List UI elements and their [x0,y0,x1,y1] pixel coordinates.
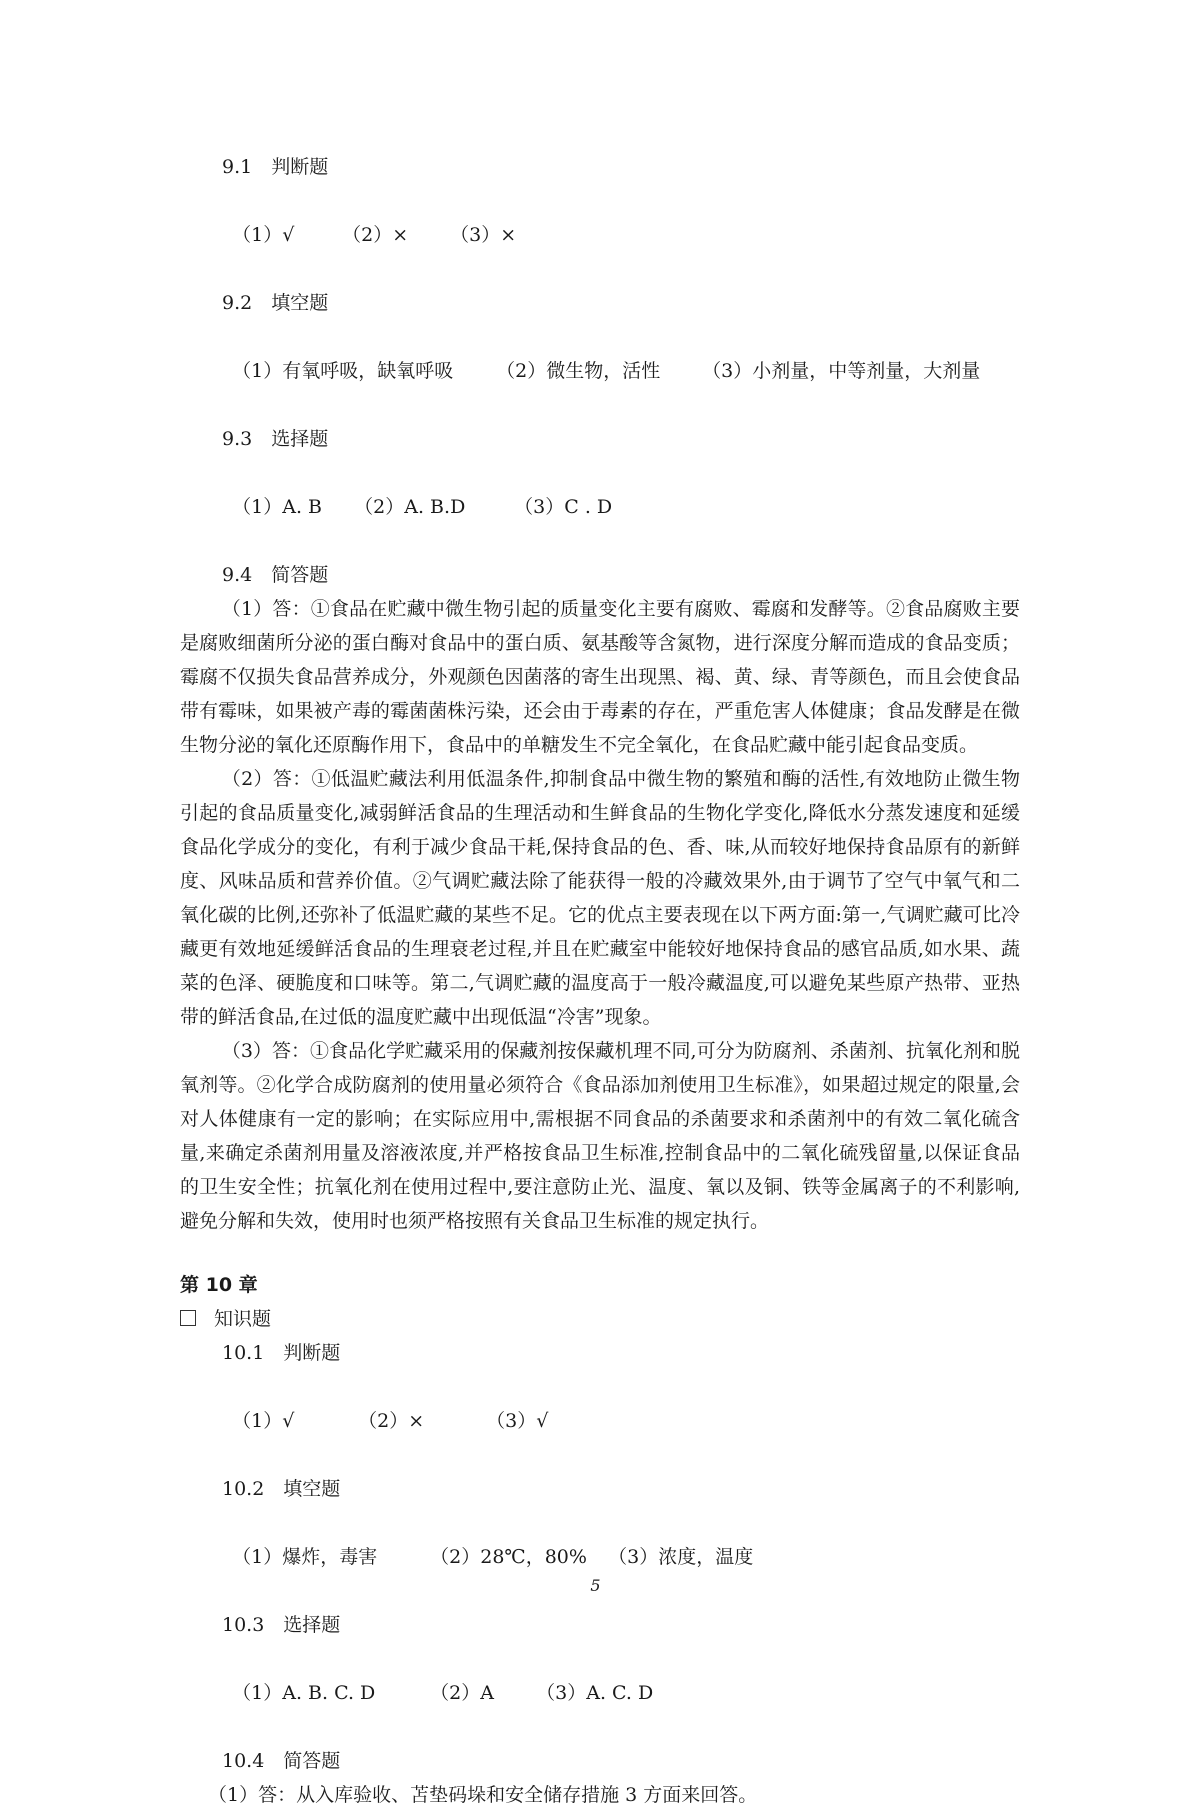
answer-10-1-1: （1）√ [232,1410,295,1432]
answer-row-9-3 [180,456,1020,558]
answer-9-1-3: （3）× [450,224,517,246]
section-10-1-title: 10.1 判断题 [222,1342,341,1364]
page-number: 5 [590,1576,601,1595]
chapter-10-heading: 第 10 章 [180,1274,258,1296]
answer-10-2-2: （2）28℃，80% [430,1546,587,1568]
answer-row-10-3 [180,1642,1020,1744]
answer-row-9-2 [180,320,1020,422]
section-10-4-title: 10.4 简答题 [222,1750,341,1772]
checkbox-square-icon [180,1310,196,1326]
answer-10-3-2: （2）A [430,1682,494,1704]
knowledge-section-heading [180,1302,1020,1336]
answer-10-1-3: （3）√ [486,1410,549,1432]
answer-9-1-2: （2）× [342,224,409,246]
section-10-3-title: 10.3 选择题 [222,1614,341,1636]
answer-9-3-2: （2）A. B.D [354,496,466,518]
section-9-4-title: 9.4 简答题 [222,564,329,586]
answer-9-3-1: （1）A. B [232,496,323,518]
section-10-2-title: 10.2 填空题 [222,1478,341,1500]
answer-10-4-1: （1）答：从入库验收、苫垫码垛和安全储存措施 3 方面来回答。 [208,1784,758,1806]
answer-row-9-1 [180,184,1020,286]
document-page [180,150,1020,1812]
answer-10-1-2: （2）× [358,1410,425,1432]
answer-9-2-1: （1）有氧呼吸，缺氧呼吸 [232,360,454,382]
answer-10-2-1: （1）爆炸，毒害 [232,1546,378,1568]
answer-9-3-3: （3）C . D [514,496,613,518]
answer-10-3-3: （3）A. C. D [536,1682,654,1704]
answer-9-4-3: （3）答：①食品化学贮藏采用的保藏剂按保藏机理不同,可分为防腐剂、杀菌剂、抗氧化剂和脱氧剂等。②化学合成防腐剂的使用量必须符合《食品添加剂使用卫生标准》，如果超过规定的限量,会对人体健康有一定的影响；在实际应用中,需根据不同食品的杀菌要求和杀菌剂中的有效二氧化硫含量,来确定杀菌剂用量及溶液浓度,并严格按食品卫生标准,控制食品中的二氧化硫残留量,以保证食品的卫生安全性；抗氧化剂在使用过程中,要注意防止光、温度、氧以及铜、铁等金属离子的不利影响,避免分解和失效，使用时也须严格按照有关食品卫生标准的规定执行。 [180,1040,1020,1232]
answer-9-4-1: （1）答：①食品在贮藏中微生物引起的质量变化主要有腐败、霉腐和发酵等。②食品腐败主要是腐败细菌所分泌的蛋白酶对食品中的蛋白质、氨基酸等含氮物，进行深度分解而造成的食品变质；霉腐不仅损失食品营养成分，外观颜色因菌落的寄生出现黑、褐、黄、绿、青等颜色，而且会使食品带有霉味，如果被产毒的霉菌菌株污染，还会由于毒素的存在，严重危害人体健康；食品发酵是在微生物分泌的氧化还原酶作用下，食品中的单糖发生不完全氧化，在食品贮藏中能引起食品变质。 [180,598,1020,756]
answer-9-4-2: （2）答：①低温贮藏法利用低温条件,抑制食品中微生物的繁殖和酶的活性,有效地防止微生物引起的食品质量变化,减弱鲜活食品的生理活动和生鲜食品的生物化学变化,降低水分蒸发速度和延缓食品化学成分的变化，有利于减少食品干耗,保持食品的色、香、味,从而较好地保持食品原有的新鲜度、风味品质和营养价值。②气调贮藏法除了能获得一般的冷藏效果外,由于调节了空气中氧气和二氧化碳的比例,还弥补了低温贮藏的某些不足。它的优点主要表现在以下两方面:第一,气调贮藏可比冷藏更有效地延缓鲜活食品的生理衰老过程,并且在贮藏室中能较好地保持食品的感官品质,如水果、蔬菜的色泽、硬脆度和口味等。第二,气调贮藏的温度高于一般冷藏温度,可以避免某些原产热带、亚热带的鲜活食品,在过低的温度贮藏中出现低温“冷害”现象。 [180,768,1020,1028]
answer-9-1-1: （1）√ [232,224,295,246]
answer-10-2-3: （3）浓度，温度 [608,1546,754,1568]
answer-10-3-1: （1）A. B. C. D [232,1682,376,1704]
section-9-3-title: 9.3 选择题 [222,428,329,450]
answer-9-2-2: （2）微生物，活性 [496,360,661,382]
knowledge-section-label: 知识题 [214,1308,272,1330]
section-9-1-title: 9.1 判断题 [222,156,329,178]
answer-9-2-3: （3）小剂量，中等剂量，大剂量 [702,360,981,382]
answer-row-10-1 [180,1370,1020,1472]
section-9-2-title: 9.2 填空题 [222,292,329,314]
